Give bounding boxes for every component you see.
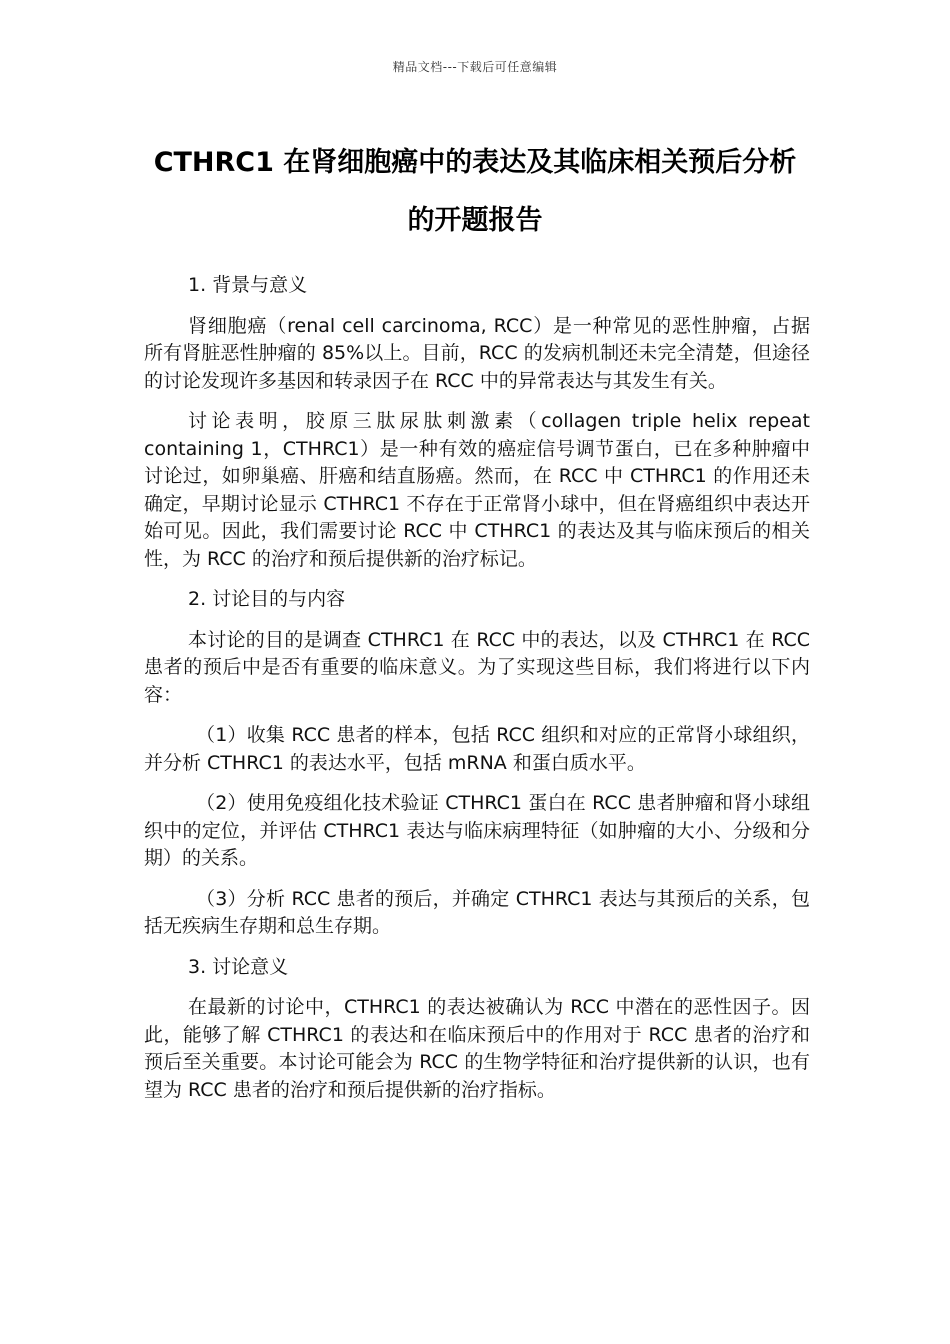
section-1-heading: 1. 背景与意义 — [188, 274, 308, 296]
section-3-paragraph-1: 在最新的讨论中，CTHRC1 的表达被确认为 RCC 中潜在的恶性因子。因此，能够了解 CTHRC1 的表达和在临床预后中的作用对于 RCC 患者的治疗和预后至关重要。本讨论可能会为 RCC 的生物学特征和治疗提供新的认识，也有望为 RCC 患者的治疗和预后提供新的治疗指标。 — [144, 996, 810, 1101]
page-header-watermark: 精品文档---下载后可任意编辑 — [392, 60, 558, 74]
document-body — [144, 272, 810, 1117]
section-2-item-2: （2）使用免疫组化技术验证 CTHRC1 蛋白在 RCC 患者肿瘤和肾小球组织中的定位，并评估 CTHRC1 表达与临床病理特征（如肿瘤的大小、分级和分期）的关系。 — [144, 792, 810, 869]
section-1-paragraph-1: 肾细胞癌（renal cell carcinoma, RCC）是一种常见的恶性肿瘤，占据所有肾脏恶性肿瘤的 85%以上。目前，RCC 的发病机制还未完全清楚，但途径的讨论发现许多基因和转录因子在 RCC 中的异常表达与其发生有关。 — [144, 314, 810, 392]
document-title: CTHRC1 在肾细胞癌中的表达及其临床相关预后分析的开题报告 — [153, 147, 797, 236]
section-2-paragraph-1: 本讨论的目的是调查 CTHRC1 在 RCC 中的表达，以及 CTHRC1 在 RCC 患者的预后中是否有重要的临床意义。为了实现这些目标，我们将进行以下内容： — [144, 628, 810, 706]
section-2-heading: 2. 讨论目的与内容 — [188, 588, 346, 610]
section-3-heading: 3. 讨论意义 — [188, 955, 289, 978]
section-2-item-3: （3）分析 RCC 患者的预后，并确定 CTHRC1 表达与其预后的关系，包括无疾病生存期和总生存期。 — [144, 887, 810, 937]
section-1-paragraph-2: 讨论表明，胶原三肽尿肽刺激素（collagen triple helix repeat containing 1，CTHRC1）是一种有效的癌症信号调节蛋白，已在多种肿瘤中讨论过，如卵巢癌、肝癌和结直肠癌。然而，在 RCC 中 CTHRC1 的作用还未确定，早期讨论显示 CTHRC1 不存在于正常肾小球中，但在肾癌组织中表达开始可见。因此，我们需要讨论 RCC 中 CTHRC1 的表达及其与临床预后的相关性，为 RCC 的治疗和预后提供新的治疗标记。 — [144, 410, 810, 570]
section-2-item-1: （1）收集 RCC 患者的样本，包括 RCC 组织和对应的正常肾小球组织，并分析 CTHRC1 的表达水平，包括 mRNA 和蛋白质水平。 — [144, 724, 810, 774]
